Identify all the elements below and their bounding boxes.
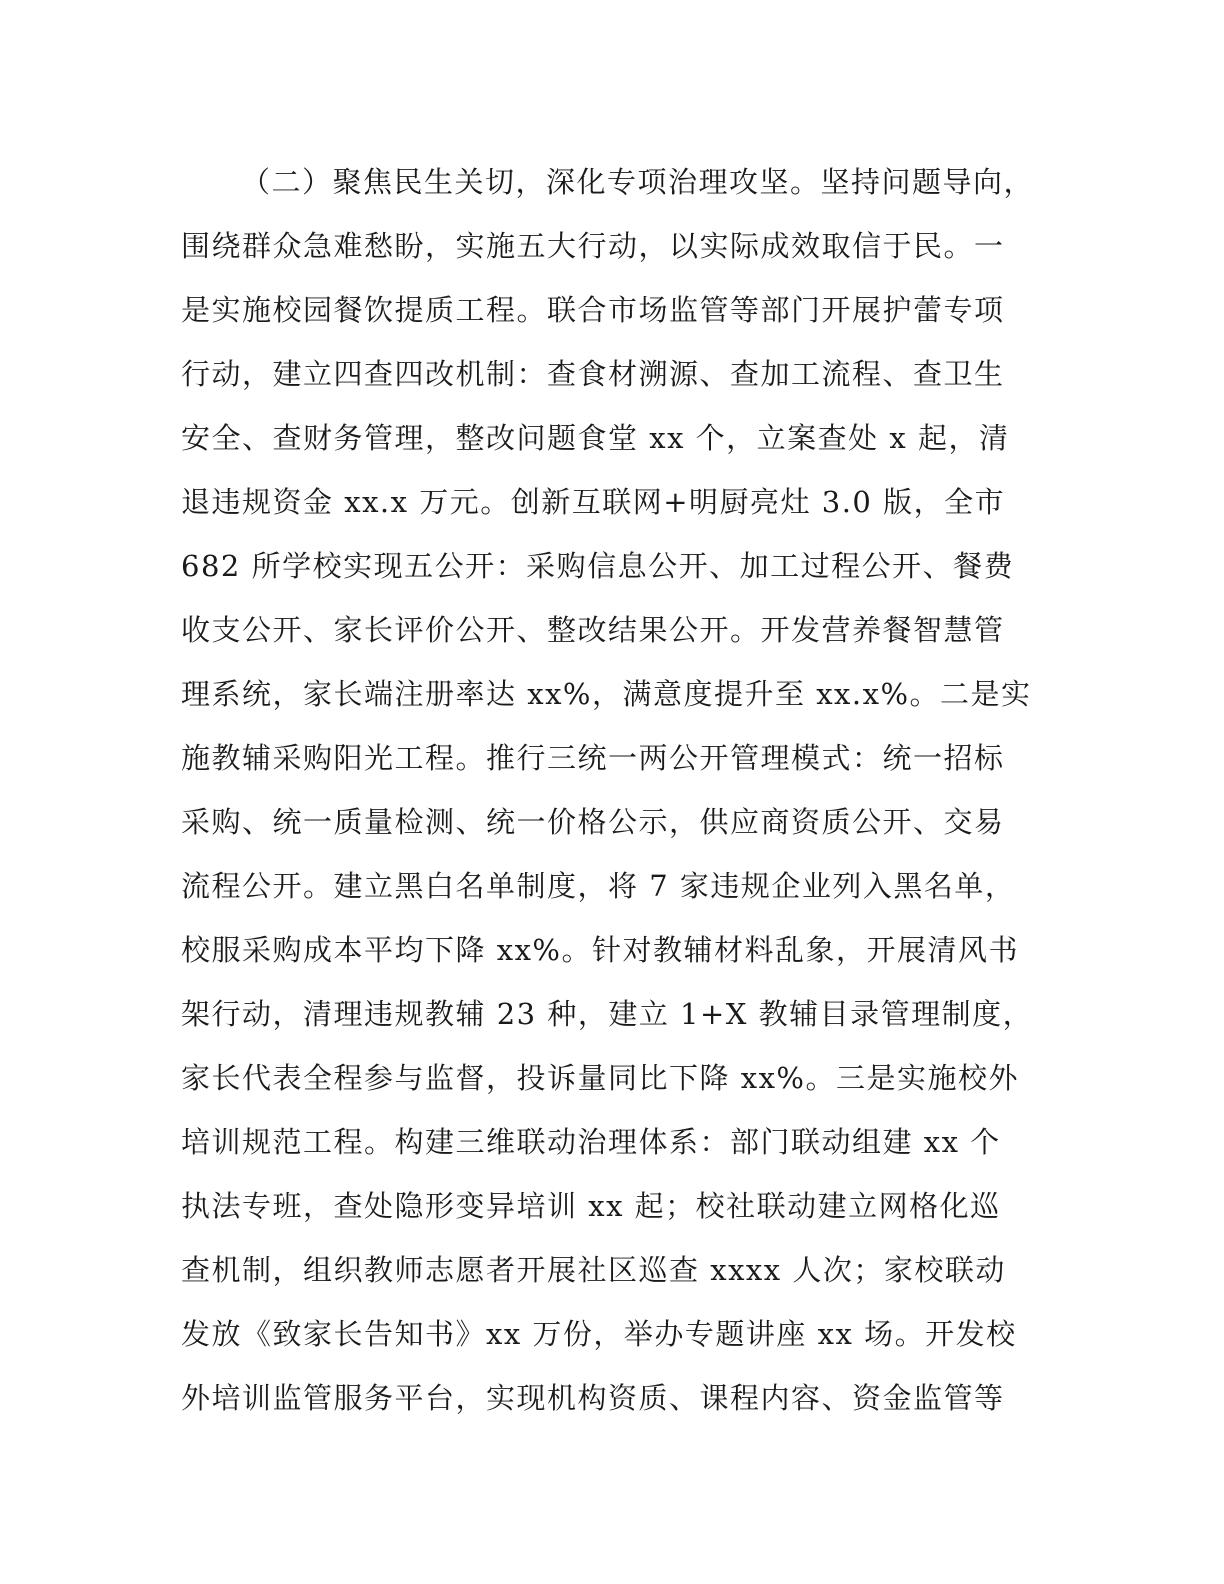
paragraph-line: 围绕群众急难愁盼，实施五大行动，以实际成效取信于民。一 (181, 229, 1005, 263)
paragraph-line: 理系统，家长端注册率达 xx%，满意度提升至 xx.x%。二是实 (181, 677, 1032, 711)
paragraph-line: （二）聚焦民生关切，深化专项治理攻坚。坚持问题导向， (241, 165, 1035, 199)
paragraph-line: 施教辅采购阳光工程。推行三统一两公开管理模式：统一招标 (181, 741, 1005, 775)
paragraph-line: 执法专班，查处隐形变异培训 xx 起；校社联动建立网格化巡 (181, 1189, 1001, 1223)
paragraph-line: 外培训监管服务平台，实现机构资质、课程内容、资金监管等 (181, 1381, 1005, 1415)
paragraph-line: 退违规资金 xx.x 万元。创新互联网+明厨亮灶 3.0 版，全市 (181, 485, 1006, 519)
paragraph-line: 682 所学校实现五公开：采购信息公开、加工过程公开、餐费 (181, 549, 1015, 583)
paragraph-line: 发放《致家长告知书》xx 万份，举办专题讲座 xx 场。开发校 (181, 1317, 1017, 1351)
paragraph-line: 家长代表全程参与监督，投诉量同比下降 xx%。三是实施校外 (181, 1061, 1019, 1095)
paragraph-line: 安全、查财务管理，整改问题食堂 xx 个，立案查处 x 起，清 (181, 421, 1010, 455)
paragraph-line: 采购、统一质量检测、统一价格公示，供应商资质公开、交易 (181, 805, 1005, 839)
paragraph-line: 行动，建立四查四改机制：查食材溯源、查加工流程、查卫生 (181, 357, 1005, 391)
paragraph-line: 架行动，清理违规教辅 23 种，建立 1+X 教辅目录管理制度， (181, 997, 1034, 1031)
paragraph-line: 校服采购成本平均下降 xx%。针对教辅材料乱象，开展清风书 (181, 933, 1019, 967)
paragraph-body (181, 150, 1061, 1430)
paragraph-line: 查机制，组织教师志愿者开展社区巡查 xxxx 人次；家校联动 (181, 1253, 1006, 1287)
paragraph-line: 流程公开。建立黑白名单制度，将 7 家违规企业列入黑名单， (181, 869, 1016, 903)
paragraph-line: 是实施校园餐饮提质工程。联合市场监管等部门开展护蕾专项 (181, 293, 1005, 327)
paragraph-line: 收支公开、家长评价公开、整改结果公开。开发营养餐智慧管 (181, 613, 1005, 647)
paragraph-line: 培训规范工程。构建三维联动治理体系：部门联动组建 xx 个 (181, 1125, 1001, 1159)
